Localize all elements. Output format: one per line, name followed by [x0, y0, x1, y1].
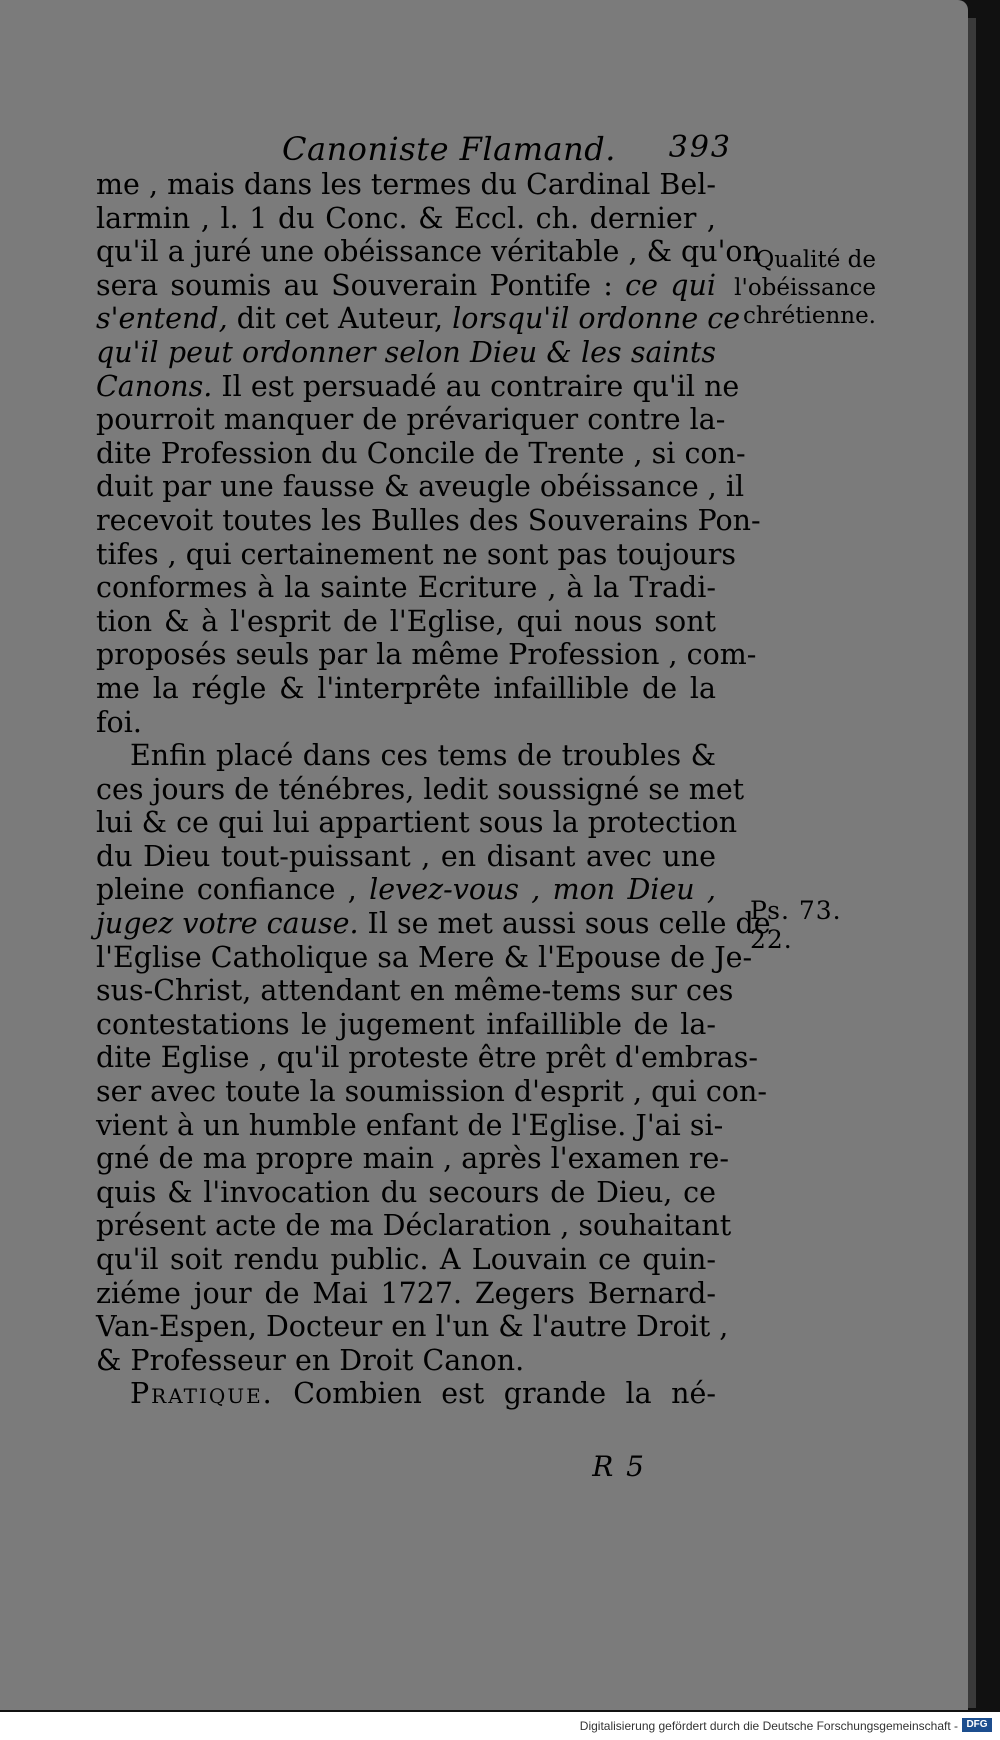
text-line: qu'il peut ordonner selon Dieu & les saints — [96, 335, 716, 369]
italic-segment: jugez votre cause. — [96, 907, 359, 941]
page-number: 393 — [668, 130, 732, 165]
digitization-footer — [0, 1712, 1000, 1740]
text-line: qu'il a juré une obéissance véritable , & qu'on — [96, 235, 761, 269]
text-line: dite Eglise , qu'il proteste être prêt d'embras- — [96, 1041, 758, 1075]
running-title: Canoniste Flamand. — [282, 130, 616, 168]
italic-segment: Canons. — [96, 369, 213, 403]
text-line: sus-Christ, attendant en même-tems sur ces — [96, 974, 734, 1008]
text-line: Van-Espen, Docteur en l'un & l'autre Droit , — [96, 1310, 729, 1344]
margin-note-line: l'obéissance — [734, 275, 876, 301]
text-line: me , mais dans les termes du Cardinal Bel- — [96, 168, 716, 201]
text-line — [96, 269, 716, 303]
text-line: tifes , qui certainement ne sont pas toujours — [96, 537, 736, 571]
margin-note-line: Qualité de — [755, 247, 876, 273]
text-line: dite Profession du Concile de Trente , si con- — [96, 436, 746, 470]
text-segment: sera soumis au Souverain Pontife : — [96, 268, 626, 302]
text-segment: Il se met aussi sous celle de — [358, 907, 771, 941]
text-segment: Combien est grande la né- — [293, 1377, 716, 1411]
text-line: qu'il soit rendu public. A Louvain ce quin- — [96, 1243, 716, 1276]
text-line: l'Eglise Catholique sa Mere & l'Epouse de Je- — [96, 940, 753, 974]
text-line: me la régle & l'interprête infaillible de la — [96, 671, 716, 705]
text-line: ces jours de ténébres, ledit soussigné se met — [96, 772, 745, 806]
text-segment: pleine confiance , — [96, 873, 370, 907]
text-line: Enfin placé dans ces tems de troubles & — [130, 739, 716, 773]
margin-note-qualite — [726, 246, 876, 330]
margin-note-line: chrétienne. — [742, 303, 876, 329]
text-line: présent acte de ma Déclaration , souhaitant — [96, 1209, 732, 1243]
text-line: vient à un humble enfant de l'Eglise. J'ai si- — [96, 1108, 724, 1142]
page-edge-shadow — [968, 18, 976, 1708]
signature-mark: R 5 — [592, 1450, 646, 1483]
text-segment: dit cet Auteur, — [227, 302, 453, 336]
text-line — [96, 1377, 716, 1411]
text-line — [96, 302, 741, 336]
text-line: duit par une fausse & aveugle obéissance , il — [96, 470, 745, 504]
footer-credit: Digitalisierung gefördert durch die Deutsche Forschungsgemeinschaft - — [579, 1719, 958, 1733]
text-line — [96, 907, 771, 941]
catchword-row — [96, 1450, 716, 1486]
main-text-column — [96, 168, 771, 1411]
text-line: & Professeur en Droit Canon. — [96, 1343, 525, 1377]
margin-note-psalm-reference: Ps. 73. 22. — [750, 896, 842, 954]
italic-segment: levez-vous , mon Dieu , — [369, 873, 716, 907]
italic-segment: ce qui — [625, 268, 716, 302]
smallcaps-segment: Pratique. — [130, 1377, 274, 1411]
dfg-logo: DFG — [962, 1718, 992, 1732]
text-line: du Dieu tout-puissant , en disant avec une — [96, 839, 716, 873]
text-segment: Il est persuadé au contraire qu'il ne — [212, 369, 740, 403]
text-line: recevoit toutes les Bulles des Souverains Pon- — [96, 503, 761, 537]
text-line: lui & ce qui lui appartient sous la protection — [96, 806, 738, 840]
text-line — [96, 873, 716, 907]
text-line: conformes à la sainte Ecriture , à la Tradi- — [96, 571, 716, 605]
text-line: pourroit manquer de prévariquer contre la- — [96, 403, 726, 437]
text-line: tion & à l'esprit de l'Eglise, qui nous sont — [96, 604, 716, 638]
text-line: proposés seuls par la même Profession , com- — [96, 638, 757, 672]
text-line — [96, 369, 740, 404]
italic-segment: lorsqu'il ordonne ce — [452, 302, 741, 336]
italic-segment: s'entend, — [96, 302, 228, 336]
text-line: larmin , l. 1 du Conc. & Eccl. ch. dernier , — [96, 201, 716, 235]
page-header — [282, 130, 732, 170]
text-line: ser avec toute la soumission d'esprit , qui con- — [96, 1075, 767, 1109]
text-line: quis & l'invocation du secours de Dieu, ce — [96, 1175, 716, 1209]
text-line: contestations le jugement infaillible de la- — [96, 1007, 716, 1041]
text-line: foi. — [96, 705, 142, 739]
text-line: gné de ma propre main , après l'examen re- — [96, 1142, 729, 1176]
text-line: ziéme jour de Mai 1727. Zegers Bernard- — [96, 1276, 716, 1310]
